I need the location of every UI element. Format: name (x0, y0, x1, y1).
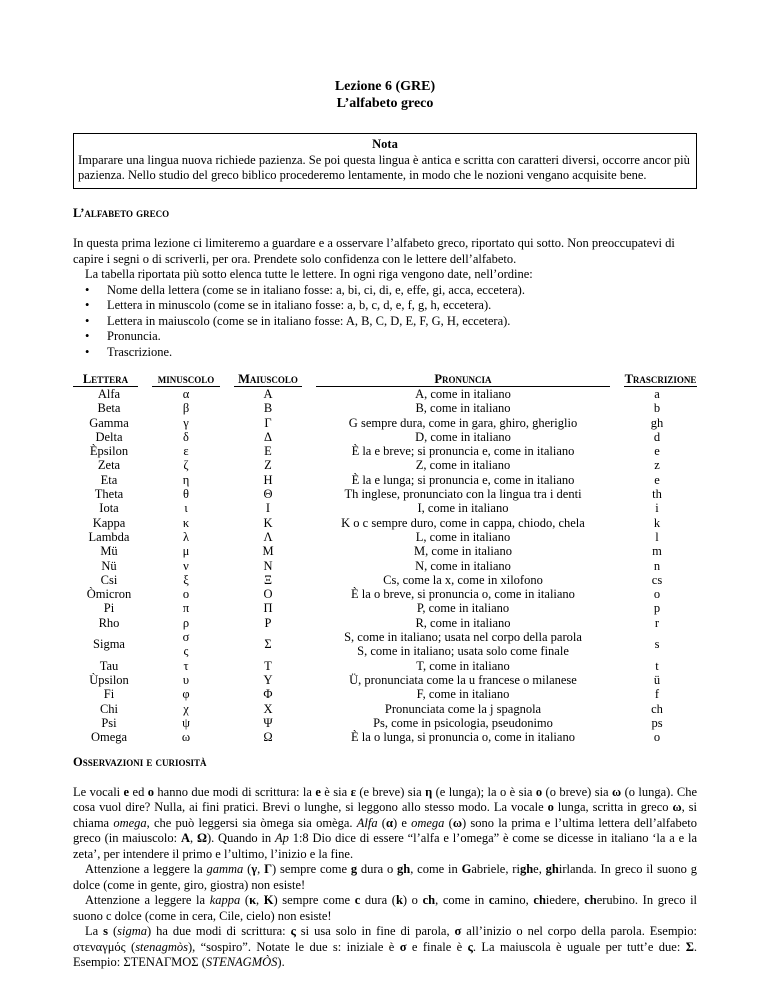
uppercase-letter: Φ (263, 687, 273, 702)
transcription: gh (650, 415, 664, 430)
section-heading-observations: Osservazioni e curiosità (73, 755, 207, 770)
letter-name: Omega (90, 730, 128, 745)
pronunciation: R, come in italiano (415, 615, 511, 630)
letter-name: Psi (101, 715, 117, 730)
lowercase-letter: α (182, 387, 190, 401)
lesson-subtitle: L’alfabeto greco (336, 96, 434, 111)
lowercase-letter: β (182, 401, 190, 416)
uppercase-letter: Χ (263, 701, 273, 716)
transcription: z (654, 458, 660, 473)
lowercase-letter: ς (183, 644, 189, 659)
uppercase-letter: Ο (263, 587, 273, 602)
title-block (73, 78, 697, 112)
uppercase-letter: Ν (263, 558, 273, 573)
transcription: e (654, 444, 660, 459)
pronunciation: È la o lunga, si pronuncia o, come in italiano (351, 730, 575, 745)
letter-name: Rho (98, 615, 120, 630)
transcription: o (653, 587, 661, 602)
pronunciation: S, come in italiano; usata solo come finale (357, 644, 569, 659)
lowercase-letter: ω (181, 730, 191, 745)
lowercase-letter: ο (182, 587, 190, 602)
transcription: ü (653, 672, 661, 687)
uppercase-letter: Υ (263, 672, 273, 687)
lowercase-letter: ξ (183, 572, 189, 587)
pronunciation: Pronunciata come la j spagnola (384, 701, 542, 716)
lowercase-letter: ψ (182, 715, 190, 730)
transcription: ps (651, 715, 663, 730)
letter-name: Kappa (92, 515, 126, 530)
uppercase-letter: Β (263, 401, 273, 416)
transcription: n (653, 558, 661, 573)
intro-paragraph: In questa prima lezione ci limiteremo a guardare e a osservare l’alfabeto greco, riportato qui sotto. Non preoccupatevi di capire i segni o di scriverli, per ora. Prendete solo confidenza con le lettere dell’alfabeto. (73, 236, 675, 266)
letter-name: Gamma (89, 415, 129, 430)
transcription: a (654, 387, 660, 401)
table-row (73, 544, 697, 558)
letter-name: Ùpsilon (89, 672, 129, 687)
table-row (73, 616, 697, 630)
transcription: th (652, 487, 662, 502)
uppercase-letter: Ξ (263, 572, 273, 587)
lowercase-letter: τ (183, 658, 189, 673)
letter-name: Chi (99, 701, 119, 716)
note-box (73, 133, 697, 189)
uppercase-letter: Γ (264, 415, 272, 430)
uppercase-letter: Λ (263, 529, 273, 544)
table-row (73, 458, 697, 472)
intro-paragraph-2: La tabella riportata più sotto elenca tutte le lettere. In ogni riga vengono date, nell’ordine: (85, 267, 533, 281)
letter-name: Delta (95, 429, 123, 444)
transcription: k (653, 515, 661, 530)
uppercase-letter: Θ (263, 487, 273, 502)
lowercase-letter: χ (183, 701, 189, 716)
uppercase-letter: Ρ (264, 615, 272, 630)
letter-name: Fi (103, 687, 115, 702)
uppercase-letter: Σ (264, 637, 272, 652)
table-row (73, 687, 697, 701)
table-row (73, 487, 697, 501)
list-item: • Trascrizione. (107, 345, 697, 361)
pronunciation: D, come in italiano (415, 429, 511, 444)
lowercase-letter: ν (183, 558, 189, 573)
transcription: ch (651, 701, 663, 716)
list-item: • Pronuncia. (107, 329, 697, 345)
lowercase-letter: μ (182, 544, 190, 559)
pronunciation: L, come in italiano (415, 529, 511, 544)
list-item: • Lettera in minuscolo (come se in italiano fosse: a, b, c, d, e, f, g, h, eccetera). (107, 298, 697, 314)
uppercase-letter: Ι (265, 501, 271, 516)
uppercase-letter: Τ (264, 658, 272, 673)
letter-name: Mü (100, 544, 118, 559)
pronunciation: M, come in italiano (414, 544, 512, 559)
table-row (73, 573, 697, 587)
table-row (73, 559, 697, 573)
table-header-row (73, 372, 697, 387)
pronunciation: P, come in italiano (416, 601, 510, 616)
section-heading-alphabet: L’alfabeto greco (73, 205, 170, 220)
transcription: b (653, 401, 661, 416)
header-lowercase: minuscolo (145, 372, 227, 387)
table-row (73, 430, 697, 444)
pronunciation: A, come in italiano (415, 387, 511, 401)
uppercase-letter: Π (263, 601, 273, 616)
transcription: i (655, 501, 659, 516)
table-body (73, 387, 697, 745)
transcription: t (655, 658, 659, 673)
column-list (73, 283, 697, 361)
lowercase-letter: λ (182, 529, 190, 544)
pronunciation: Z, come in italiano (415, 458, 511, 473)
table-row (73, 644, 697, 658)
pronunciation: I, come in italiano (417, 501, 509, 516)
uppercase-letter: Δ (263, 429, 273, 444)
uppercase-letter: Ε (264, 444, 272, 459)
lowercase-letter: π (182, 601, 190, 616)
pronunciation: È la e breve; si pronuncia e, come in italiano (351, 444, 575, 459)
letter-name: Iota (99, 501, 119, 516)
note-text: Imparare una lingua nuova richiede pazienza. Se poi questa lingua è antica e scritta con caratteri diversi, occorre ancor più pazienza. Nello studio del greco biblico procederemo lentamente, in modo che le nozioni vengano acquisite bene. (78, 152, 690, 182)
letter-name: Theta (94, 487, 124, 502)
pronunciation: B, come in italiano (415, 401, 511, 416)
header-pronunciation: Pronuncia (309, 372, 617, 387)
letter-name: Òmicron (86, 587, 132, 602)
letter-name: Beta (97, 401, 121, 416)
transcription: l (655, 529, 659, 544)
table-row (73, 716, 697, 730)
list-item: • Lettera in maiuscolo (come se in italiano fosse: A, B, C, D, E, F, G, H, eccetera). (107, 314, 697, 330)
letter-name: Zeta (97, 458, 121, 473)
uppercase-letter: Κ (263, 515, 273, 530)
uppercase-letter: Ζ (264, 458, 272, 473)
header-uppercase: Maiuscolo (227, 372, 309, 387)
document-page (73, 0, 697, 971)
transcription: d (653, 429, 661, 444)
pronunciation: È la e lunga; si pronuncia e, come in italiano (351, 472, 575, 487)
lowercase-letter: δ (183, 429, 189, 444)
lowercase-letter: ε (183, 444, 189, 459)
lowercase-letter: γ (183, 415, 189, 430)
transcription: r (654, 615, 660, 630)
uppercase-letter: Α (263, 387, 273, 401)
lowercase-letter: η (182, 472, 190, 487)
header-letter: Lettera (73, 372, 145, 387)
table-row (73, 387, 697, 402)
table-row (73, 673, 697, 687)
lowercase-letter: φ (182, 687, 190, 702)
lowercase-letter: ρ (182, 615, 190, 630)
pronunciation: F, come in italiano (416, 687, 510, 702)
lowercase-letter: θ (183, 487, 189, 502)
table-row (73, 501, 697, 515)
table-row (73, 530, 697, 544)
pronunciation: Ü, pronunciata come la u francese o milanese (349, 672, 577, 687)
table-row (73, 401, 697, 415)
pronunciation: Ps, come in psicologia, pseudonimo (373, 715, 553, 730)
transcription: s (654, 637, 660, 652)
alphabet-table (73, 372, 697, 744)
uppercase-letter: Η (263, 472, 273, 487)
letter-name: Èpsilon (89, 444, 129, 459)
lesson-title: Lezione 6 (GRE) (334, 79, 436, 94)
uppercase-letter: Μ (262, 544, 274, 559)
letter-name: Lambda (88, 529, 130, 544)
list-item: • Nome della lettera (come se in italiano fosse: a, bi, ci, di, e, effe, gi, acca, eccetera). (107, 283, 697, 299)
letter-name: Alfa (97, 387, 121, 401)
pronunciation: K o c sempre duro, come in cappa, chiodo, chela (341, 515, 585, 530)
table-row (73, 416, 697, 430)
table-row (73, 630, 697, 644)
transcription: e (654, 472, 660, 487)
lowercase-letter: ι (184, 501, 188, 516)
lowercase-letter: κ (182, 515, 190, 530)
letter-name: Nü (101, 558, 117, 573)
lowercase-letter: ζ (183, 458, 189, 473)
pronunciation: Cs, come la x, come in xilofono (383, 572, 543, 587)
letter-name: Pi (103, 601, 115, 616)
transcription: p (653, 601, 661, 616)
letter-name: Eta (100, 472, 118, 487)
transcription: o (653, 730, 661, 745)
transcription: f (654, 687, 660, 702)
header-transcription: Trascrizione (617, 372, 697, 387)
table-row (73, 659, 697, 673)
table-row (73, 444, 697, 458)
uppercase-letter: Ω (263, 730, 273, 745)
pronunciation: Th inglese, pronunciato con la lingua tra i denti (344, 487, 582, 502)
lowercase-letter: υ (182, 672, 190, 687)
table-row (73, 601, 697, 615)
table-row (73, 587, 697, 601)
lowercase-letter: σ (182, 630, 190, 645)
letter-name: Csi (100, 572, 118, 587)
transcription: cs (651, 572, 663, 587)
table-row (73, 473, 697, 487)
letter-name: Sigma (93, 637, 125, 652)
table-row (73, 516, 697, 530)
transcription: m (652, 544, 662, 559)
pronunciation: S, come in italiano; usata nel corpo della parola (344, 630, 582, 645)
uppercase-letter: Ψ (263, 715, 273, 730)
pronunciation: T, come in italiano (416, 658, 510, 673)
pronunciation: G sempre dura, come in gara, ghiro, gheriglio (348, 415, 578, 430)
letter-name: Tau (99, 658, 119, 673)
table-row (73, 730, 697, 744)
note-heading: Nota (372, 137, 398, 151)
table-row (73, 702, 697, 716)
observations-text: Le vocali e ed o hanno due modi di scrittura: la e è sia ε (e breve) sia η (e lunga); la o è sia ο (o breve) sia ω (o lunga). Che cosa vuol dire? Nulla, ai fini pratici. Brevi o lunghe, si leggono allo stesso modo. La vocale o lunga, scritta in greco ω, si chiama omega, che può leggersi sia òmega sia omèga. Alfa (α) e omega (ω) sono la prima e l’ultima lettera dell’alfabeto greco (in maiuscolo: Α, Ω). Quando in Ap 1:8 Dio dice di essere “l’alfa e l’omega” è come se dicesse in italiano ‘la a e la zeta’, per intendere il primo e l’ultimo, l’inizio e la fine. Attenzione a leggere la gamma (γ, Γ) sempre come g dura o gh, come in Gabriele, righe, ghirlanda. In greco il suono g dolce (come in gente, giro, giostra) non esiste! Attenzione a leggere la kappa (κ, Κ) sempre come c dura (k) o ch, come in camino, chiedere, cherubino. In greco il suono c dolce (come in cera, Cile, cielo) non esiste! La s (sigma) ha due modi di scrittura: ς si usa solo in fine di parola, σ all’inizio o nel corpo della parola. Esempio: στεναγμός (stenagmòs), “sospiro”. Notate le due s: iniziale è σ e finale è ς. La maiuscola è uguale per tutt’e due: Σ. Esempio: ΣΤΕΝΑΓΜΟΣ (STENAGMÒS). (73, 784, 698, 970)
pronunciation: N, come in italiano (415, 558, 511, 573)
pronunciation: È la o breve, si pronuncia o, come in italiano (351, 587, 575, 602)
